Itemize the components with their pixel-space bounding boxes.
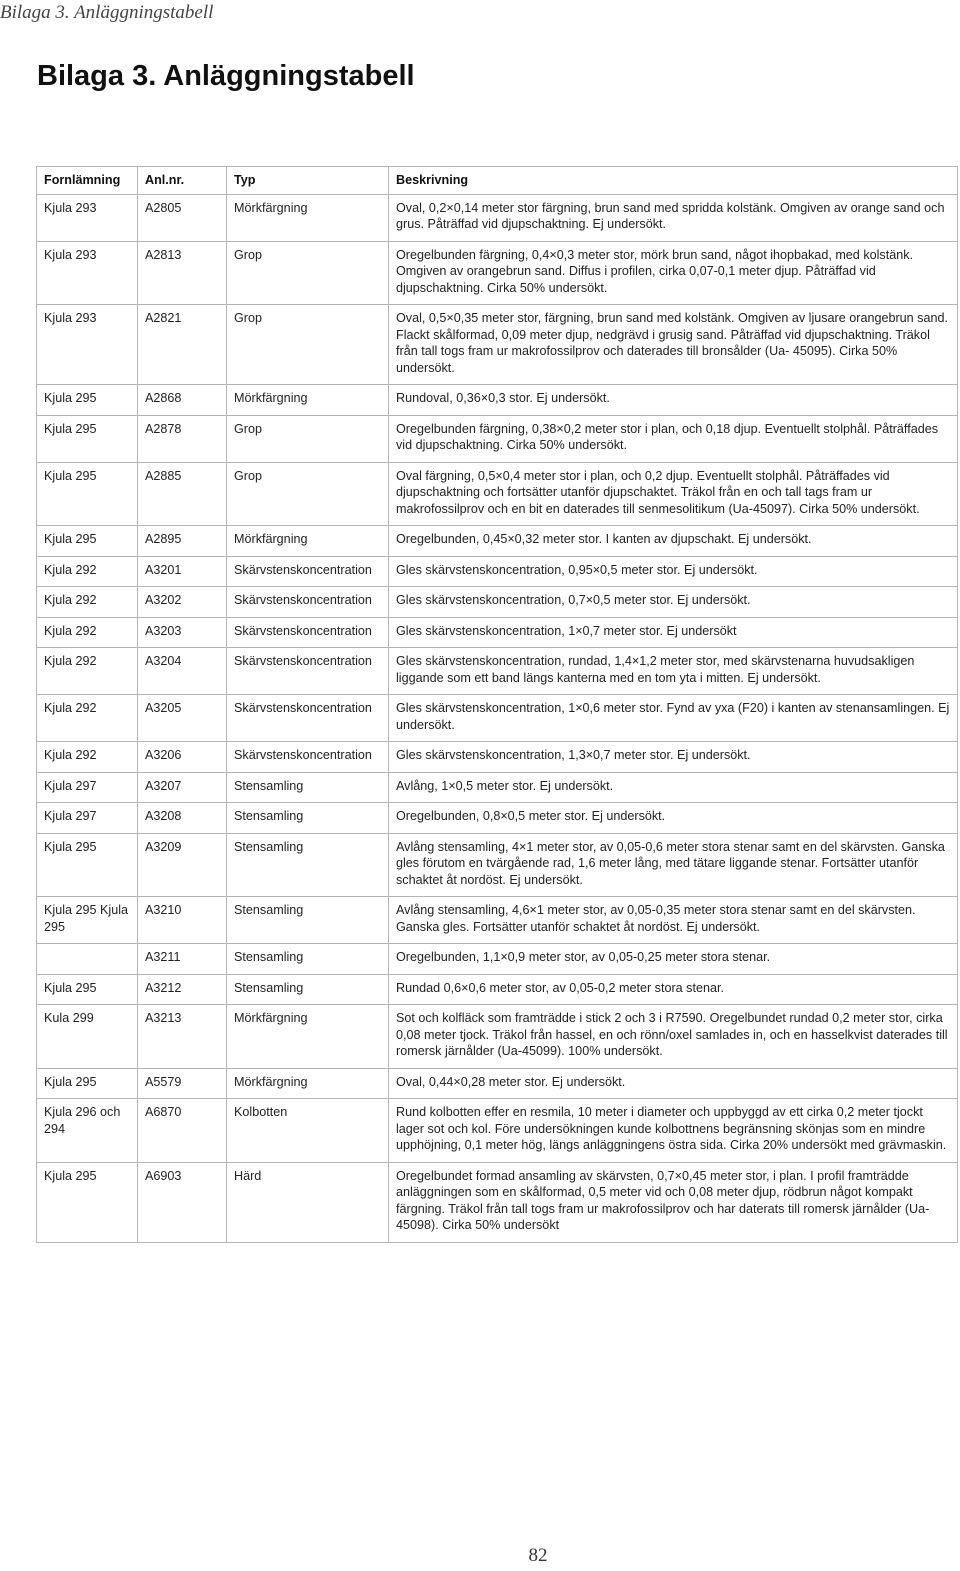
cell-beskrivning: Avlång stensamling, 4×1 meter stor, av 0,05-0,6 meter stora stenar samt en del skärvsten. Ganska gles förutom en tvärgående rad, 1,6 meter lång, med tätare liggande stenar. Fortsätter utanför schaktet åt nordöst. Ej undersökt.: [389, 833, 958, 897]
cell-anl-nr: A3211: [138, 944, 227, 975]
cell-fornlamning: Kjula 292: [37, 695, 138, 742]
table-row: [37, 617, 958, 648]
cell-typ: Skärvstenskoncentration: [227, 695, 389, 742]
cell-beskrivning: Oval, 0,2×0,14 meter stor färgning, brun sand med spridda kolstänk. Omgiven av orange sand och grus. Påträffad vid djupschaktning. Ej undersökt.: [389, 194, 958, 241]
table-row: [37, 648, 958, 695]
cell-beskrivning: Oregelbunden, 0,8×0,5 meter stor. Ej undersökt.: [389, 803, 958, 834]
table-row: [37, 241, 958, 305]
cell-anl-nr: A2878: [138, 415, 227, 462]
cell-beskrivning: Oregelbunden färgning, 0,38×0,2 meter stor i plan, och 0,18 djup. Eventuellt stolphål. Påträffades vid djupschaktning. Cirka 50% undersökt.: [389, 415, 958, 462]
cell-typ: Grop: [227, 415, 389, 462]
cell-beskrivning: Gles skärvstenskoncentration, rundad, 1,4×1,2 meter stor, med skärvstenarna huvudsakligen liggande som ett band längs kanterna med en tom yta i mitten. Ej undersökt.: [389, 648, 958, 695]
table-row: [37, 974, 958, 1005]
cell-anl-nr: A3210: [138, 897, 227, 944]
cell-beskrivning: Oregelbunden, 1,1×0,9 meter stor, av 0,05-0,25 meter stora stenar.: [389, 944, 958, 975]
cell-fornlamning: Kjula 293: [37, 241, 138, 305]
cell-typ: Grop: [227, 305, 389, 385]
cell-beskrivning: Avlång stensamling, 4,6×1 meter stor, av 0,05-0,35 meter stora stenar samt en del skärvsten. Ganska gles. Fortsätter utanför schaktet åt nordöst. Ej undersökt.: [389, 897, 958, 944]
cell-typ: Stensamling: [227, 772, 389, 803]
table-row: [37, 415, 958, 462]
cell-anl-nr: A6870: [138, 1099, 227, 1163]
table-body: [37, 194, 958, 1242]
cell-beskrivning: Rundoval, 0,36×0,3 stor. Ej undersökt.: [389, 385, 958, 416]
cell-typ: Mörkfärgning: [227, 526, 389, 557]
cell-anl-nr: A3203: [138, 617, 227, 648]
table-row: [37, 194, 958, 241]
cell-typ: Mörkfärgning: [227, 194, 389, 241]
cell-fornlamning: Kjula 295: [37, 1068, 138, 1099]
cell-beskrivning: Oval färgning, 0,5×0,4 meter stor i plan, och 0,2 djup. Eventuellt stolphål. Påträffades vid djupschaktning och fortsätter utanför djupschaktet. Träkol från en och tall tags fram ur makrofossilprov och en bit en daterades till senmesolitikum (Ua-45097). Cirka 50% undersökt.: [389, 462, 958, 526]
cell-typ: Skärvstenskoncentration: [227, 617, 389, 648]
cell-fornlamning: Kjula 292: [37, 648, 138, 695]
cell-anl-nr: A3207: [138, 772, 227, 803]
cell-fornlamning: Kjula 296 och 294: [37, 1099, 138, 1163]
table-row: [37, 833, 958, 897]
cell-typ: Stensamling: [227, 944, 389, 975]
cell-anl-nr: A2895: [138, 526, 227, 557]
cell-beskrivning: Avlång, 1×0,5 meter stor. Ej undersökt.: [389, 772, 958, 803]
table-row: [37, 944, 958, 975]
cell-fornlamning: [37, 944, 138, 975]
cell-typ: Grop: [227, 241, 389, 305]
cell-fornlamning: Kjula 292: [37, 556, 138, 587]
cell-beskrivning: Oval, 0,44×0,28 meter stor. Ej undersökt.: [389, 1068, 958, 1099]
table-header-row: [37, 167, 958, 195]
cell-anl-nr: A3206: [138, 742, 227, 773]
cell-typ: Stensamling: [227, 833, 389, 897]
table-row: [37, 462, 958, 526]
cell-typ: Stensamling: [227, 897, 389, 944]
cell-beskrivning: Gles skärvstenskoncentration, 0,95×0,5 meter stor. Ej undersökt.: [389, 556, 958, 587]
header-anl-nr: Anl.nr.: [138, 167, 227, 195]
cell-typ: Mörkfärgning: [227, 385, 389, 416]
header-fornlamning: Fornlämning: [37, 167, 138, 195]
cell-typ: Mörkfärgning: [227, 1005, 389, 1069]
cell-fornlamning: Kula 299: [37, 1005, 138, 1069]
table-row: [37, 587, 958, 618]
cell-fornlamning: Kjula 295: [37, 415, 138, 462]
table-row: [37, 772, 958, 803]
cell-beskrivning: Rundad 0,6×0,6 meter stor, av 0,05-0,2 meter stora stenar.: [389, 974, 958, 1005]
cell-beskrivning: Oregelbunden, 0,45×0,32 meter stor. I kanten av djupschakt. Ej undersökt.: [389, 526, 958, 557]
page-title: Bilaga 3. Anläggningstabell: [37, 60, 415, 92]
cell-beskrivning: Oval, 0,5×0,35 meter stor, färgning, brun sand med kolstänk. Omgiven av ljusare orangebrun sand. Flackt skålformad, 0,09 meter djup, nedgrävd i grusig sand. Påträffad vid djupschaktning. Träkol från tall togs fram ur makrofossilprov och daterades till bronsålder (Ua- 45095). Cirka 50% undersökt.: [389, 305, 958, 385]
running-head: Bilaga 3. Anläggningstabell: [0, 2, 214, 23]
cell-typ: Härd: [227, 1162, 389, 1242]
cell-fornlamning: Kjula 295: [37, 385, 138, 416]
cell-fornlamning: Kjula 295: [37, 1162, 138, 1242]
cell-anl-nr: A2821: [138, 305, 227, 385]
cell-typ: Skärvstenskoncentration: [227, 648, 389, 695]
cell-anl-nr: A2805: [138, 194, 227, 241]
table-row: [37, 803, 958, 834]
cell-anl-nr: A3205: [138, 695, 227, 742]
cell-anl-nr: A2885: [138, 462, 227, 526]
cell-anl-nr: A3204: [138, 648, 227, 695]
cell-anl-nr: A2813: [138, 241, 227, 305]
header-beskrivning: Beskrivning: [389, 167, 958, 195]
cell-fornlamning: Kjula 295: [37, 462, 138, 526]
cell-fornlamning: Kjula 297: [37, 772, 138, 803]
cell-anl-nr: A3201: [138, 556, 227, 587]
table-row: [37, 1099, 958, 1163]
table-row: [37, 742, 958, 773]
cell-anl-nr: A6903: [138, 1162, 227, 1242]
cell-beskrivning: Gles skärvstenskoncentration, 0,7×0,5 meter stor. Ej undersökt.: [389, 587, 958, 618]
table-row: [37, 1005, 958, 1069]
cell-typ: Grop: [227, 462, 389, 526]
cell-beskrivning: Gles skärvstenskoncentration, 1×0,7 meter stor. Ej undersökt: [389, 617, 958, 648]
cell-fornlamning: Kjula 295: [37, 526, 138, 557]
table-row: [37, 385, 958, 416]
cell-fornlamning: Kjula 292: [37, 742, 138, 773]
cell-anl-nr: A3212: [138, 974, 227, 1005]
cell-anl-nr: A3213: [138, 1005, 227, 1069]
cell-fornlamning: Kjula 295: [37, 974, 138, 1005]
table-row: [37, 897, 958, 944]
cell-anl-nr: A5579: [138, 1068, 227, 1099]
table-row: [37, 526, 958, 557]
cell-fornlamning: Kjula 292: [37, 617, 138, 648]
cell-anl-nr: A3209: [138, 833, 227, 897]
cell-typ: Skärvstenskoncentration: [227, 587, 389, 618]
table-row: [37, 1162, 958, 1242]
cell-anl-nr: A3208: [138, 803, 227, 834]
cell-beskrivning: Gles skärvstenskoncentration, 1×0,6 meter stor. Fynd av yxa (F20) i kanten av stenansamlingen. Ej undersökt.: [389, 695, 958, 742]
cell-beskrivning: Oregelbundet formad ansamling av skärvsten, 0,7×0,45 meter stor, i plan. I profil framträdde anläggningen som en skålformad, 0,5 meter vid och 0,08 meter djup, rödbrun något kompakt färgning. Träkol från tall togs fram ur makrofossilprov och har daterats till romersk järnålder (Ua-45098). Cirka 50% undersökt: [389, 1162, 958, 1242]
table-row: [37, 556, 958, 587]
cell-beskrivning: Rund kolbotten effer en resmila, 10 meter i diameter och uppbyggd av ett cirka 0,2 meter tjockt lager sot och kol. Före undersökningen kunde kolbottnens begränsning skönjas som en mindre upphöjning, 0,1 meter hög, längs anläggningens östra sida. Cirka 20% undersökt med grävmaskin.: [389, 1099, 958, 1163]
page-number: 82: [528, 1545, 548, 1566]
cell-fornlamning: Kjula 297: [37, 803, 138, 834]
cell-fornlamning: Kjula 292: [37, 587, 138, 618]
table-row: [37, 695, 958, 742]
cell-typ: Kolbotten: [227, 1099, 389, 1163]
table-row: [37, 1068, 958, 1099]
anlaggningstabell: [36, 166, 958, 1243]
cell-typ: Stensamling: [227, 974, 389, 1005]
cell-typ: Mörkfärgning: [227, 1068, 389, 1099]
cell-beskrivning: Sot och kolfläck som framträdde i stick 2 och 3 i R7590. Oregelbundet rundad 0,2 meter stor, cirka 0,08 meter tjock. Träkol från hassel, en och rönn/oxel samlades in, och en hasselkvist daterades till romersk järnålder (Ua-45099). 100% undersökt.: [389, 1005, 958, 1069]
cell-fornlamning: Kjula 295 Kjula 295: [37, 897, 138, 944]
cell-beskrivning: Gles skärvstenskoncentration, 1,3×0,7 meter stor. Ej undersökt.: [389, 742, 958, 773]
cell-anl-nr: A2868: [138, 385, 227, 416]
cell-fornlamning: Kjula 293: [37, 305, 138, 385]
table-row: [37, 305, 958, 385]
cell-typ: Stensamling: [227, 803, 389, 834]
cell-fornlamning: Kjula 295: [37, 833, 138, 897]
cell-typ: Skärvstenskoncentration: [227, 556, 389, 587]
cell-anl-nr: A3202: [138, 587, 227, 618]
cell-beskrivning: Oregelbunden färgning, 0,4×0,3 meter stor, mörk brun sand, något ihopbakad, med kolstänk. Omgiven av orangebrun sand. Diffus i profilen, cirka 0,07-0,1 meter djup. Påträffad vid djupschaktning. Cirka 50% undersökt.: [389, 241, 958, 305]
cell-fornlamning: Kjula 293: [37, 194, 138, 241]
header-typ: Typ: [227, 167, 389, 195]
cell-typ: Skärvstenskoncentration: [227, 742, 389, 773]
